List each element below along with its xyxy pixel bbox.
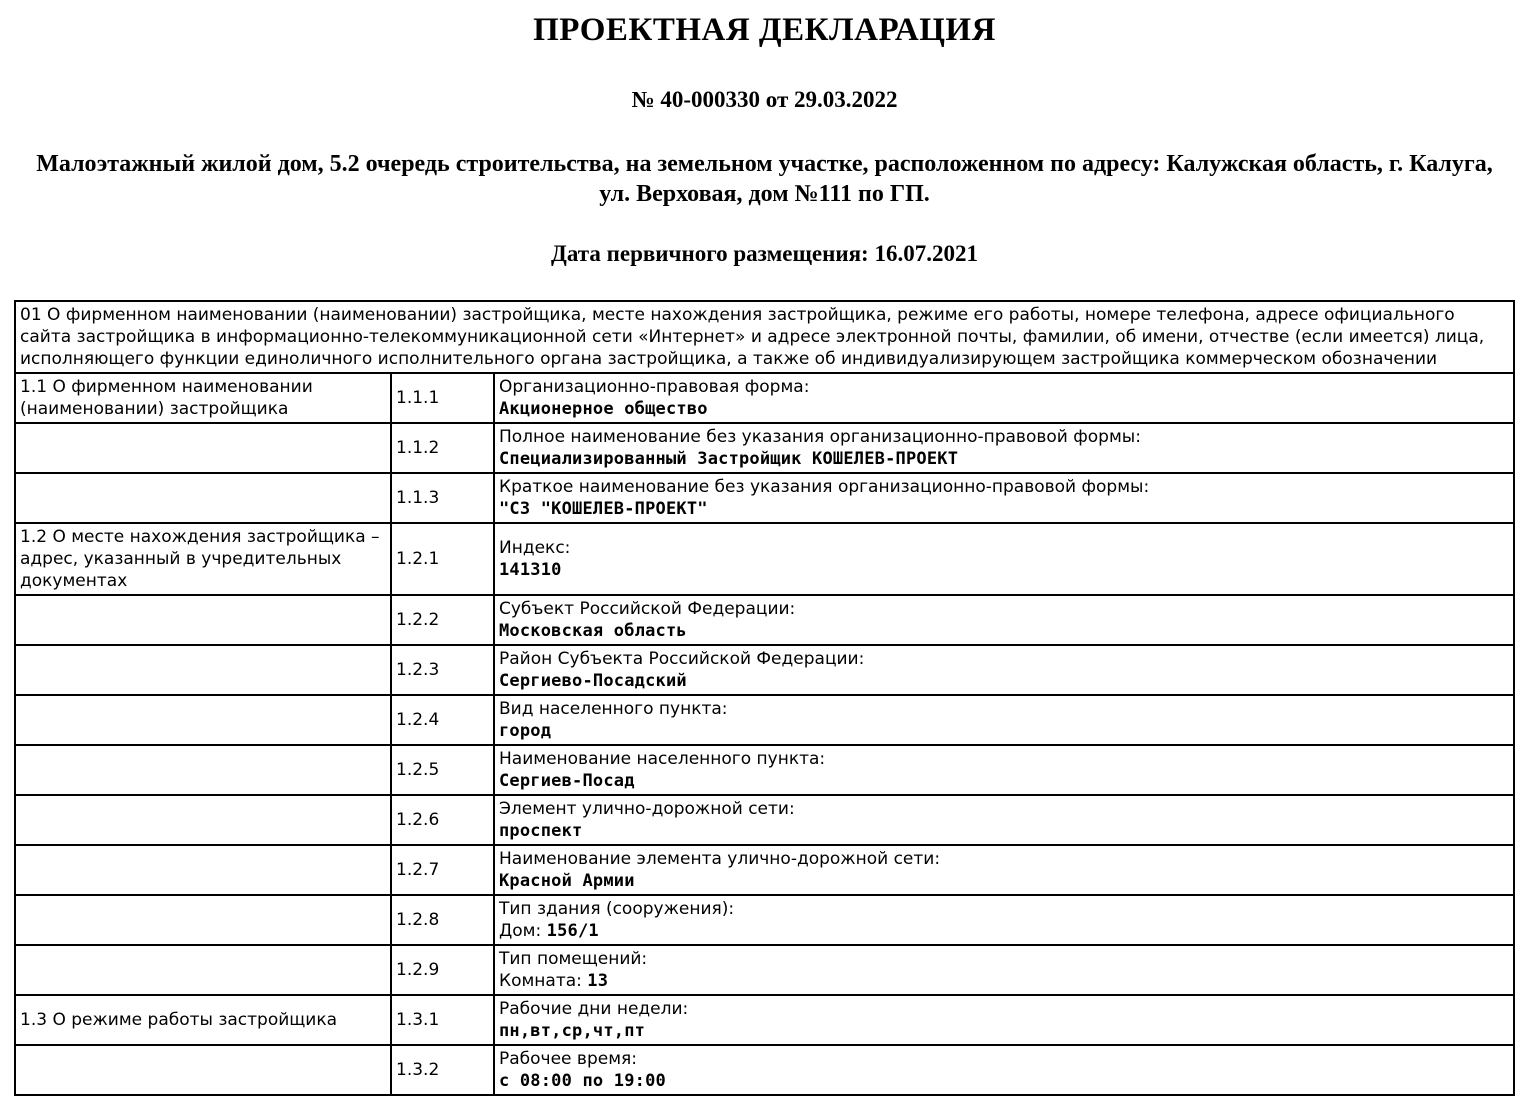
section-cell — [15, 845, 391, 895]
code-cell: 1.1.2 — [391, 423, 494, 473]
content-cell — [494, 745, 1514, 795]
field-value-line — [499, 1020, 1509, 1042]
content-cell — [494, 995, 1514, 1045]
field-value: Сергиево-Посадский — [499, 671, 687, 691]
field-value-line — [499, 870, 1509, 892]
code-cell: 1.3.2 — [391, 1045, 494, 1095]
field-label: Наименование элемента улично-дорожной сети: — [499, 849, 941, 869]
code-cell: 1.2.5 — [391, 745, 494, 795]
field-value-prefix: Комната: — [499, 971, 588, 991]
field-value: 13 — [587, 971, 609, 991]
table-row — [15, 373, 1514, 423]
field-value: Московская область — [499, 621, 687, 641]
table-row — [15, 995, 1514, 1045]
table-row — [15, 695, 1514, 745]
field-label: Рабочее время: — [499, 1049, 637, 1069]
content-cell — [494, 373, 1514, 423]
table-row — [15, 895, 1514, 945]
code-cell: 1.2.4 — [391, 695, 494, 745]
field-label: Тип здания (сооружения): — [499, 899, 735, 919]
section-01-header: 01 О фирменном наименовании (наименовании) застройщика, месте нахождения застройщика, режиме его работы, номере телефона, адресе официального сайта застройщика в информационно-телекоммуникационной сети «Интернет» и адресе электронной почты, фамилии, об имени, отчестве (если имеется) лица, исполняющего функции единоличного исполнительного органа застройщика, а также об индивидуализирующем застройщика коммерческом обозначении — [15, 301, 1514, 373]
field-label: Субъект Российской Федерации: — [499, 599, 796, 619]
section-cell — [15, 795, 391, 845]
section-cell — [15, 945, 391, 995]
field-value: проспект — [499, 821, 583, 841]
field-value: "СЗ "КОШЕЛЕВ-ПРОЕКТ" — [499, 499, 708, 519]
field-value: Сергиев-Посад — [499, 771, 635, 791]
page-title: ПРОЕКТНАЯ ДЕКЛАРАЦИЯ — [533, 12, 996, 48]
field-label: Рабочие дни недели: — [499, 999, 689, 1019]
content-cell — [494, 595, 1514, 645]
field-value-line — [499, 498, 1509, 520]
field-value: Акционерное общество — [499, 399, 708, 419]
field-value-line — [499, 720, 1509, 742]
content-cell — [494, 423, 1514, 473]
table-row — [15, 745, 1514, 795]
code-cell: 1.2.8 — [391, 895, 494, 945]
field-label: Элемент улично-дорожной сети: — [499, 799, 795, 819]
code-cell: 1.2.1 — [391, 523, 494, 595]
table-row — [15, 845, 1514, 895]
table-row — [15, 1045, 1514, 1095]
code-cell: 1.3.1 — [391, 995, 494, 1045]
content-cell — [494, 645, 1514, 695]
section-cell — [15, 645, 391, 695]
field-value-prefix: Дом: — [499, 921, 547, 941]
field-value: 141310 — [499, 560, 562, 580]
code-cell: 1.2.3 — [391, 645, 494, 695]
field-label: Краткое наименование без указания организационно-правовой формы: — [499, 477, 1150, 497]
section-cell: 1.3 О режиме работы застройщика — [15, 995, 391, 1045]
content-cell — [494, 845, 1514, 895]
table-row — [15, 423, 1514, 473]
code-cell: 1.1.1 — [391, 373, 494, 423]
field-value: Красной Армии — [499, 871, 635, 891]
code-cell: 1.2.9 — [391, 945, 494, 995]
section-cell: 1.2 О месте нахождения застройщика – адрес, указанный в учредительных документах — [15, 523, 391, 595]
section-cell — [15, 1045, 391, 1095]
field-label: Полное наименование без указания организационно-правовой формы: — [499, 427, 1141, 447]
section-cell — [15, 595, 391, 645]
declaration-number: № 40-000330 от 29.03.2022 — [631, 87, 898, 112]
code-cell: 1.1.3 — [391, 473, 494, 523]
table-row — [15, 523, 1514, 595]
first-placement-date: Дата первичного размещения: 16.07.2021 — [551, 241, 978, 266]
project-address: Малоэтажный жилой дом, 5.2 очередь строительства, на земельном участке, расположенном по адресу: Калужская область, г. Калуга, ул. Верховая, дом №111 по ГП. — [36, 151, 1493, 207]
field-label: Район Субъекта Российской Федерации: — [499, 649, 865, 669]
field-value-line — [499, 970, 1509, 992]
table-row — [15, 795, 1514, 845]
field-value: 156/1 — [546, 921, 599, 941]
content-cell — [494, 695, 1514, 745]
section-cell — [15, 745, 391, 795]
declaration-table — [14, 300, 1515, 1096]
table-row — [15, 595, 1514, 645]
section-01-header-row — [15, 301, 1514, 373]
field-value: Специализированный Застройщик КОШЕЛЕВ-ПРОЕКТ — [499, 449, 959, 469]
code-cell: 1.2.7 — [391, 845, 494, 895]
content-cell — [494, 895, 1514, 945]
field-value-line — [499, 820, 1509, 842]
table-row — [15, 473, 1514, 523]
table-row — [15, 645, 1514, 695]
field-label: Организационно-правовая форма: — [499, 377, 810, 397]
field-value-line — [499, 920, 1509, 942]
section-cell: 1.1 О фирменном наименовании (наименовании) застройщика — [15, 373, 391, 423]
project-declaration-page — [0, 12, 1529, 1092]
field-value-line — [499, 448, 1509, 470]
field-value: пн,вт,ср,чт,пт — [499, 1021, 646, 1041]
code-cell: 1.2.6 — [391, 795, 494, 845]
field-value-line — [499, 1070, 1509, 1092]
code-cell: 1.2.2 — [391, 595, 494, 645]
field-label: Тип помещений: — [499, 949, 648, 969]
field-value-line — [499, 398, 1509, 420]
field-label: Вид населенного пункта: — [499, 699, 728, 719]
section-cell — [15, 473, 391, 523]
field-value: с 08:00 по 19:00 — [499, 1071, 666, 1091]
section-cell — [15, 895, 391, 945]
field-label: Индекс: — [499, 538, 571, 558]
content-cell — [494, 945, 1514, 995]
content-cell — [494, 1045, 1514, 1095]
content-cell — [494, 473, 1514, 523]
field-value: город — [499, 721, 552, 741]
table-body — [15, 301, 1514, 1095]
section-cell — [15, 423, 391, 473]
section-cell — [15, 695, 391, 745]
field-label: Наименование населенного пункта: — [499, 749, 826, 769]
field-value-line — [499, 770, 1509, 792]
content-cell — [494, 795, 1514, 845]
document-header — [0, 12, 1529, 267]
field-value-line — [499, 670, 1509, 692]
content-cell — [494, 523, 1514, 595]
table-row — [15, 945, 1514, 995]
field-value-line — [499, 620, 1509, 642]
field-value-line — [499, 559, 1509, 581]
